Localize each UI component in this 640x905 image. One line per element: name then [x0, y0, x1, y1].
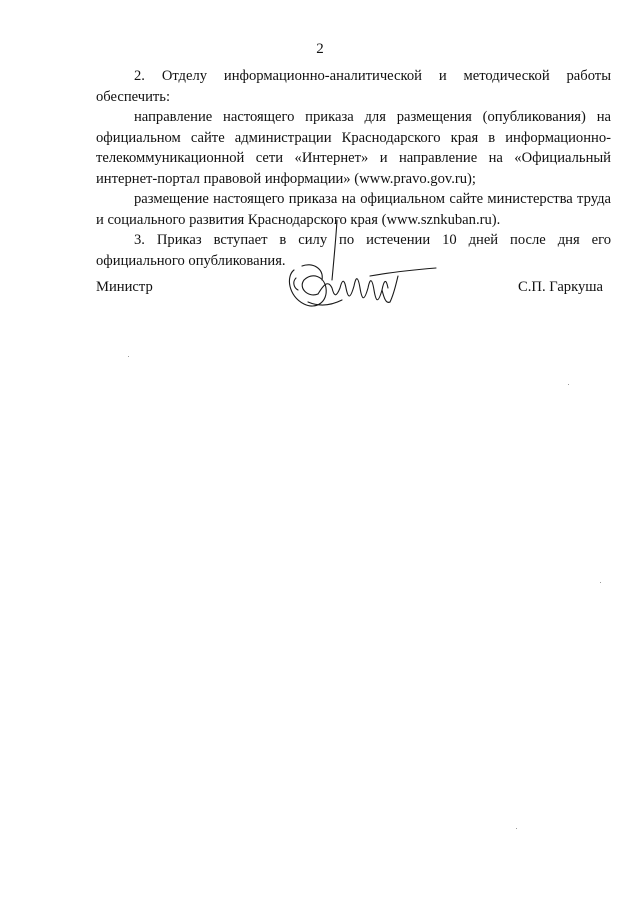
paragraph-item-3: 3. Приказ вступает в силу по истечении 10 дней после дня его официального опубликования. [96, 232, 611, 269]
signer-name: С.П. Гаркуша [518, 279, 603, 295]
scan-speck [516, 828, 517, 829]
page-number: 2 [316, 41, 324, 57]
paragraph-publication-direction: направление настоящего приказа для размещения (опубликования) на официальном сайте администрации Краснодарского края в информационно-телекоммуникационной сети «Интернет» и направление на «Официальный интернет-портал правовой информации» (www.pravo.gov.ru); [96, 109, 611, 187]
scan-speck [128, 356, 129, 357]
scan-speck [600, 582, 601, 583]
signer-role: Министр [96, 279, 153, 295]
scan-speck [568, 384, 569, 385]
paragraph-item-2: 2. Отделу информационно-аналитической и методической работы обеспечить: [96, 68, 611, 105]
paragraph-ministry-site-placement: размещение настоящего приказа на официальном сайте министерства труда и социального развития Краснодарского края (www.sznkuban.ru). [96, 191, 611, 228]
handwritten-signature [282, 218, 442, 318]
